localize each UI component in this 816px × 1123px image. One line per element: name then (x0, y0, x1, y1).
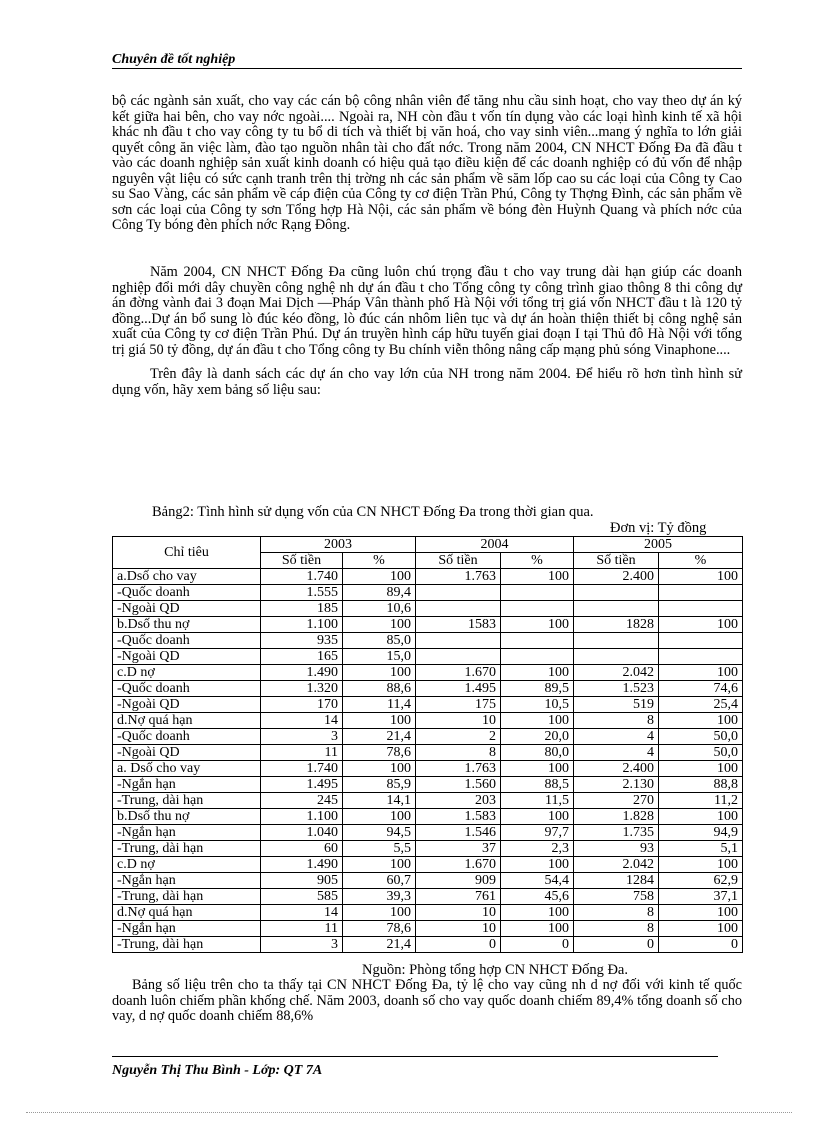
table-cell: 0 (501, 937, 574, 953)
table-cell (659, 649, 743, 665)
row-label: c.D nợ (113, 857, 261, 873)
table-cell (416, 601, 501, 617)
row-label: -Trung, dài hạn (113, 841, 261, 857)
table-cell: 11 (261, 745, 343, 761)
table-cell: 203 (416, 793, 501, 809)
table-cell: 2.130 (574, 777, 659, 793)
table-cell: 1.670 (416, 665, 501, 681)
table-cell: 93 (574, 841, 659, 857)
table-cell: 1.100 (261, 809, 343, 825)
row-label: -Ngắn hạn (113, 921, 261, 937)
table-cell: 1.555 (261, 585, 343, 601)
table-cell: 10 (416, 921, 501, 937)
table-row (113, 761, 743, 777)
table-cell: 94,9 (659, 825, 743, 841)
row-label: -Trung, dài hạn (113, 793, 261, 809)
table-unit: Đơn vị: Tỷ đồng (610, 520, 707, 536)
table-cell: 270 (574, 793, 659, 809)
loan-usage-table (112, 536, 743, 953)
table-cell: 78,6 (343, 745, 416, 761)
row-label: -Ngắn hạn (113, 825, 261, 841)
table-cell: 100 (659, 809, 743, 825)
table-cell: 100 (501, 569, 574, 585)
table-cell: 3 (261, 729, 343, 745)
table-cell: 100 (343, 761, 416, 777)
table-cell: 78,6 (343, 921, 416, 937)
row-label: -Quốc doanh (113, 729, 261, 745)
page-bottom-divider (26, 1112, 792, 1113)
table-cell: 909 (416, 873, 501, 889)
table-cell: 80,0 (501, 745, 574, 761)
table-cell: 60 (261, 841, 343, 857)
table-row (113, 569, 743, 585)
table-cell (416, 649, 501, 665)
header-year-2003: 2003 (261, 537, 416, 553)
table-cell: 39,3 (343, 889, 416, 905)
row-label: -Quốc doanh (113, 585, 261, 601)
table-cell: 100 (343, 713, 416, 729)
row-label: b.Dsố thu nợ (113, 617, 261, 633)
table-cell: 1.735 (574, 825, 659, 841)
table-cell: 85,0 (343, 633, 416, 649)
table-cell: 10,5 (501, 697, 574, 713)
table-cell (574, 649, 659, 665)
table-row (113, 857, 743, 873)
header-title: Chuyên đề tốt nghiệp (112, 52, 236, 67)
table-cell: 100 (501, 905, 574, 921)
table-cell: 1.828 (574, 809, 659, 825)
table-cell: 5,5 (343, 841, 416, 857)
table-cell: 1828 (574, 617, 659, 633)
table-row (113, 713, 743, 729)
table-cell: 1.490 (261, 857, 343, 873)
table-cell: 85,9 (343, 777, 416, 793)
table-cell: 1284 (574, 873, 659, 889)
table-cell: 8 (416, 745, 501, 761)
table-cell: 11,4 (343, 697, 416, 713)
table-row (113, 793, 743, 809)
table-cell: 8 (574, 905, 659, 921)
table-cell: 97,7 (501, 825, 574, 841)
table-cell: 89,4 (343, 585, 416, 601)
table-cell: 8 (574, 713, 659, 729)
row-label: -Quốc doanh (113, 681, 261, 697)
table-caption: Bảng2: Tình hình sử dụng vốn của CN NHCT Đống Đa trong thời gian qua. (152, 504, 594, 520)
table-cell: 10 (416, 713, 501, 729)
table-cell: 11,2 (659, 793, 743, 809)
table-cell: 4 (574, 729, 659, 745)
row-label: -Ngoài QD (113, 697, 261, 713)
table-row (113, 601, 743, 617)
row-label: -Ngoài QD (113, 601, 261, 617)
table-row (113, 937, 743, 953)
table-row (113, 585, 743, 601)
row-label: a.Dsố cho vay (113, 569, 261, 585)
table-cell: 170 (261, 697, 343, 713)
table-cell: 88,5 (501, 777, 574, 793)
row-label: -Trung, dài hạn (113, 937, 261, 953)
table-cell: 1.546 (416, 825, 501, 841)
table-cell (501, 649, 574, 665)
row-label: b.Dsố thu nợ (113, 809, 261, 825)
table-cell: 15,0 (343, 649, 416, 665)
table-cell: 50,0 (659, 729, 743, 745)
table-cell: 10 (416, 905, 501, 921)
table-cell: 100 (343, 857, 416, 873)
table-row (113, 809, 743, 825)
table-cell: 1.523 (574, 681, 659, 697)
table-cell: 21,4 (343, 937, 416, 953)
table-cell: 100 (659, 665, 743, 681)
header-amount: Số tiền (574, 553, 659, 569)
table-cell: 94,5 (343, 825, 416, 841)
row-label: -Quốc doanh (113, 633, 261, 649)
table-cell: 21,4 (343, 729, 416, 745)
table-cell: 37,1 (659, 889, 743, 905)
table-cell: 100 (501, 713, 574, 729)
table-body (113, 569, 743, 953)
table-cell: 50,0 (659, 745, 743, 761)
table-row (113, 617, 743, 633)
table-cell: 175 (416, 697, 501, 713)
table-cell: 2.042 (574, 857, 659, 873)
paragraph-3: Trên đây là danh sách các dự án cho vay lớn của NH trong năm 2004. Để hiểu rõ hơn tình hình sử dụng vốn, hãy xem bảng số liệu sau: (112, 366, 742, 398)
table-header-row (113, 537, 743, 553)
table-cell: 1.320 (261, 681, 343, 697)
table-cell: 62,9 (659, 873, 743, 889)
table-cell: 100 (501, 809, 574, 825)
table-cell: 100 (659, 905, 743, 921)
table-cell: 20,0 (501, 729, 574, 745)
header-year-2005: 2005 (574, 537, 743, 553)
paragraph-4: Bảng số liệu trên cho ta thấy tại CN NHCT Đống Đa, tỷ lệ cho vay cũng nh d nợ đối với kinh tế quốc doanh luôn chiếm phần khống chế. Năm 2003, doanh số cho vay quốc doanh chiếm 89,4% tổng doanh số cho vay, d nợ quốc doanh chiếm 88,6% (112, 977, 742, 1024)
table-cell: 4 (574, 745, 659, 761)
table-cell: 100 (343, 617, 416, 633)
table-cell: 1.490 (261, 665, 343, 681)
table-cell: 14,1 (343, 793, 416, 809)
table-row (113, 729, 743, 745)
table-cell: 14 (261, 905, 343, 921)
table-cell: 8 (574, 921, 659, 937)
table-cell: 1.100 (261, 617, 343, 633)
row-label: d.Nợ quá hạn (113, 905, 261, 921)
table-cell: 905 (261, 873, 343, 889)
table-cell: 1.560 (416, 777, 501, 793)
table-cell: 2,3 (501, 841, 574, 857)
table-row (113, 633, 743, 649)
table-cell: 1.495 (261, 777, 343, 793)
table-cell: 37 (416, 841, 501, 857)
footer-author: Nguyễn Thị Thu Bình - Lớp: QT 7A (112, 1063, 323, 1078)
table-cell: 100 (343, 569, 416, 585)
table-cell (574, 601, 659, 617)
table-cell: 165 (261, 649, 343, 665)
table-cell (501, 633, 574, 649)
table-cell: 1.740 (261, 761, 343, 777)
table-cell: 5,1 (659, 841, 743, 857)
table-row (113, 873, 743, 889)
table-cell: 100 (501, 761, 574, 777)
table-cell: 245 (261, 793, 343, 809)
table-row (113, 889, 743, 905)
table-cell: 100 (659, 569, 743, 585)
table-cell: 1.583 (416, 809, 501, 825)
table-cell: 45,6 (501, 889, 574, 905)
table-row (113, 665, 743, 681)
table-cell: 2 (416, 729, 501, 745)
table-cell: 100 (659, 761, 743, 777)
table-cell: 88,6 (343, 681, 416, 697)
row-label: -Ngắn hạn (113, 873, 261, 889)
table-cell (416, 633, 501, 649)
table-cell: 1.040 (261, 825, 343, 841)
table-cell: 3 (261, 937, 343, 953)
table-row (113, 681, 743, 697)
table-cell (574, 633, 659, 649)
table-cell: 185 (261, 601, 343, 617)
table-row (113, 649, 743, 665)
table-row (113, 905, 743, 921)
table-cell: 100 (659, 857, 743, 873)
table-row (113, 921, 743, 937)
header-amount: Số tiền (416, 553, 501, 569)
table-cell: 935 (261, 633, 343, 649)
table-row (113, 777, 743, 793)
table-cell: 1.763 (416, 761, 501, 777)
table-cell: 585 (261, 889, 343, 905)
table-cell: 100 (501, 617, 574, 633)
table-source: Nguồn: Phòng tổng hợp CN NHCT Đống Đa. (362, 962, 628, 978)
page-footer (112, 1056, 718, 1079)
row-label: c.D nợ (113, 665, 261, 681)
row-label: -Ngắn hạn (113, 777, 261, 793)
table-row (113, 697, 743, 713)
table-cell: 1583 (416, 617, 501, 633)
row-label: -Ngoài QD (113, 649, 261, 665)
row-label: a. Dsố cho vay (113, 761, 261, 777)
table-cell: 100 (659, 921, 743, 937)
table-cell: 100 (501, 921, 574, 937)
table-cell (501, 585, 574, 601)
table-cell: 1.495 (416, 681, 501, 697)
table-cell: 100 (343, 809, 416, 825)
table-cell: 100 (343, 665, 416, 681)
table-cell: 74,6 (659, 681, 743, 697)
table-cell: 100 (659, 713, 743, 729)
table-cell (574, 585, 659, 601)
paragraph-1: bộ các ngành sản xuất, cho vay các cán bộ công nhân viên để tăng nhu cầu sinh hoạt, cho vay theo dự án ký kết giữa hai bên, cho vay nớc ngoài.... Ngoài ra, NH còn đầu t vốn tín dụng vào các loại hình kinh tế xã hội khác nh đầu t cho vay công ty tu bổ di tích và thiết bị văn hoá, cho vay sinh viên...mang ý nghĩa to lớn giải quyết công ăn việc làm, đào tạo nguồn nhân tài cho đất nớc. Trong năm 2004, CN NHCT Đống Đa đã đầu t vào các doanh nghiệp sản xuất kinh doanh có hiệu quả tạo điều kiện để các doanh nghiệp có đủ vốn để nhập nguyên vật liệu có sức cạnh tranh trên thị trờng nh các sản phẩm về săm lốp cao su các loại của Công ty Cao su Sao Vàng, các sản phẩm về cáp điện của Công ty cơ điện Trần Phú, Công ty Thợng Đình, các sản phẩm về sơn các loại của Công ty sơn Tổng hợp Hà Nội, các sản phẩm về bóng đèn Huỳnh Quang và phích nớc của Công Ty bóng đèn phích nớc Rạng Đông. (112, 93, 742, 233)
header-percent: % (343, 553, 416, 569)
table-cell: 2.400 (574, 761, 659, 777)
table-cell: 54,4 (501, 873, 574, 889)
table-cell: 2.400 (574, 569, 659, 585)
table-cell: 60,7 (343, 873, 416, 889)
table-cell: 100 (501, 665, 574, 681)
table-cell: 10,6 (343, 601, 416, 617)
row-label: d.Nợ quá hạn (113, 713, 261, 729)
table-cell (501, 601, 574, 617)
row-label: -Ngoài QD (113, 745, 261, 761)
table-cell (659, 633, 743, 649)
table-cell (659, 585, 743, 601)
paragraph-2: Năm 2004, CN NHCT Đống Đa cũng luôn chú trọng đầu t cho vay trung dài hạn giúp các doanh nghiệp đổi mới dây chuyền công nghệ nh dự án đầu t cho Tổng công ty công trình giao thông 8 thi công dự án đờng vành đai 3 đoạn Mai Dịch —Pháp Vân thành phố Hà Nội với tổng trị giá vốn NHCT đầu t là 120 tỷ đồng...Dự án bổ sung lò đúc kéo đồng, lò đúc cán nhôm liên tục và dự án hoàn thiện thiết bị công nghệ sản xuất của Công ty cơ điện Trần Phú. Dự án truyền hình cáp hữu tuyến giai đoạn I tại Thủ đô Hà Nội với tổng trị giá 50 tỷ đồng, dự án đầu t cho Tổng công ty Bu chính viễn thông nâng cấp mạng phủ sóng Vinaphone.... (112, 264, 742, 358)
header-indicator: Chỉ tiêu (113, 537, 261, 569)
table-cell: 14 (261, 713, 343, 729)
row-label: -Trung, dài hạn (113, 889, 261, 905)
table-cell: 761 (416, 889, 501, 905)
table-cell: 100 (343, 905, 416, 921)
table-cell: 1.763 (416, 569, 501, 585)
table-cell: 2.042 (574, 665, 659, 681)
header-percent: % (501, 553, 574, 569)
table-row (113, 841, 743, 857)
table-cell: 11,5 (501, 793, 574, 809)
table-cell: 758 (574, 889, 659, 905)
table-row (113, 745, 743, 761)
table-cell: 519 (574, 697, 659, 713)
header-year-2004: 2004 (416, 537, 574, 553)
table-cell: 0 (659, 937, 743, 953)
table-cell: 88,8 (659, 777, 743, 793)
table-cell: 11 (261, 921, 343, 937)
table-row (113, 825, 743, 841)
table-cell: 100 (501, 857, 574, 873)
table-cell: 1.740 (261, 569, 343, 585)
page-header (112, 50, 742, 69)
table-cell: 0 (574, 937, 659, 953)
header-percent: % (659, 553, 743, 569)
table-cell: 1.670 (416, 857, 501, 873)
table-cell: 89,5 (501, 681, 574, 697)
table-cell: 100 (659, 617, 743, 633)
header-amount: Số tiền (261, 553, 343, 569)
table-cell: 0 (416, 937, 501, 953)
table-cell (659, 601, 743, 617)
table-cell: 25,4 (659, 697, 743, 713)
table-cell (416, 585, 501, 601)
